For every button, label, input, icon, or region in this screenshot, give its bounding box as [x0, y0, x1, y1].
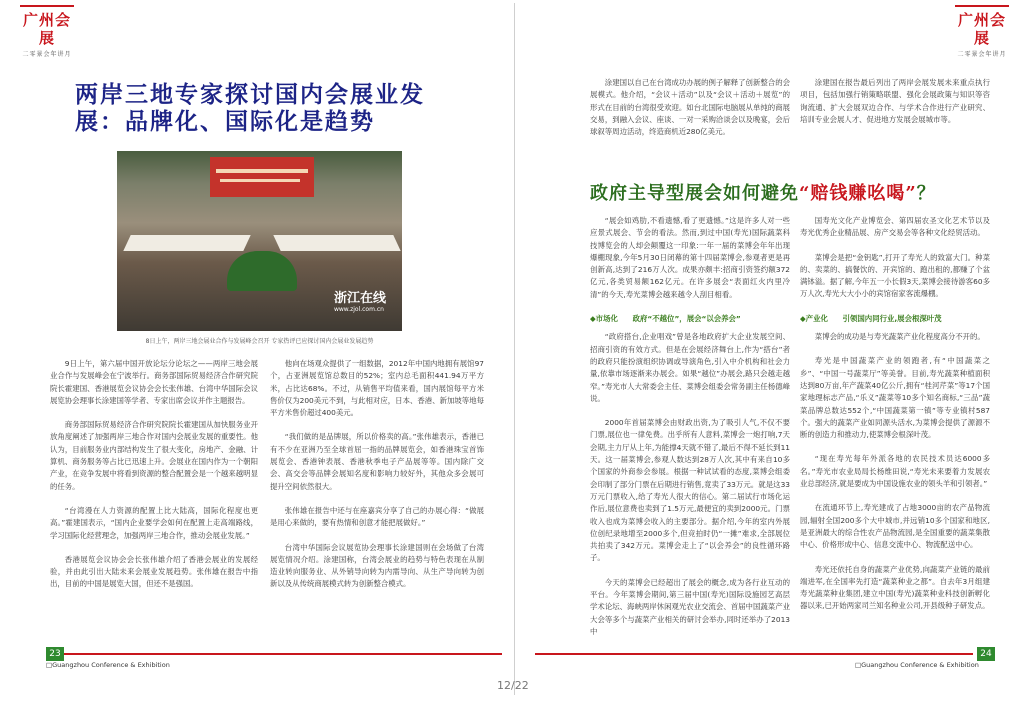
- right-top-column-2: [800, 77, 990, 138]
- article-title: 两岸三地专家探讨国内会展业发展：品牌化、国际化是趋势: [75, 81, 425, 135]
- magazine-spread: [12, 3, 1018, 695]
- paragraph: 香港展览会议协会会长张伟雄介绍了香港会展业的发展经验，并由此引出大陆未来会展业发展趋势。张伟雄在报告中指出，目前的中国是展览大国，但还不是强国。: [50, 554, 258, 589]
- paragraph: 涂建国以自己在台湾成功办展的例子解释了创新整合的会展模式。他介绍，“会议＋活动”以及“会议＋活动＋展览”的形式在目前的台湾很受欢迎。如台北国际电脑展从单纯的商展交易，到融入会议、座谈、一对一采购洽谈会以及晚宴，会后球叙等周边活动，终造商机近280亿美元。: [590, 78, 790, 137]
- page-number-left: 23: [46, 647, 64, 661]
- paragraph: 台湾中华国际会议展览协会理事长涂建国则在会场做了台湾展览情况介绍。涂建国称，台湾会展业的趋势与特色表现在从制造业转向服务业、从外销导向转为内需导向、从生产导向转为创新以及从传统商展模式转为创新整合模式。: [270, 542, 484, 589]
- paragraph: 涂建国在报告最后列出了两岸会展发展未来重点执行项目，包括加强行销策略联盟、强化会展政策与知识等咨询流通、扩大会展双边合作、与学术合作进行产业研究、培训专业会展人才、促进地方发展会展城市等。: [800, 78, 990, 124]
- paragraph: 9日上午，第六届中国开放论坛分论坛之——两岸三地会展业合作与发展峰会在宁波举行。商务部国际贸易经济合作研究院院长霍建国、香港展览会议协会会长张伟雄、台湾中华国际会议展览协会理事长涂建国等学者、专家出席会议并作主题报告。: [50, 359, 258, 405]
- paragraph: “我们做的是品牌展，所以价格卖的高。”张伟雄表示，香港已有不少在亚洲乃至全球首屈一指的品牌展览会，如香港珠宝首饰展览会、香港钟表展、香港秋季电子产品展等等。国内除广交会、高交会等品牌会展知名度和影响力较好外，其他众多会展可提升空间依然很大。: [270, 432, 484, 491]
- stage-screen: [210, 157, 314, 197]
- left-column-2: [270, 358, 484, 603]
- paragraph: 商务部国际贸易经济合作研究院院长霍建国从加快服务业开放角度阐述了加强两岸三地合作对国内会展业发展的重要性。他认为，目前服务业内部结构发生了很大变化，房地产、金融、计算机、商务服务等占比已迅速上升。会展业在国内作为一个朝阳产业，在竞争发展中将看到资源的整合配置会是一个越来越明显的任务。: [50, 420, 258, 491]
- paragraph: 寿光还依托自身的蔬菜产业优势,向蔬菜产业链的最前端进军,在全国率先打造“蔬菜种业之都”。自去年3月组建寿光蔬菜种业集团,建立中国(寿光)蔬菜种业科技创新孵化器以来,已开始两家司兰知名种业公司,开县级种子研发点。: [800, 564, 990, 611]
- logo-subtitle: 二零景会年讲月: [957, 51, 1007, 58]
- footer-rule: [64, 653, 502, 655]
- logo-subtitle: 二零景会年讲月: [22, 51, 72, 58]
- viewer-page-indicator: 12/22: [497, 679, 529, 692]
- photo-caption: 8日上午，两岸三地会展业合作与发展峰会召开 专家热评已应探讨国内会展业发展趋势: [145, 338, 374, 345]
- footer-rule: [535, 653, 973, 655]
- conference-photo: [117, 151, 402, 331]
- paragraph: 张伟雄在报告中还与在座嘉宾分享了自己的办展心得：“做展是用心来做的，要有热情和创意才能把展做好。”: [270, 505, 484, 528]
- right-column-1: [590, 215, 790, 650]
- paragraph: 菜博会的成功是与寿光蔬菜产业化程度高分不开的。: [814, 332, 985, 342]
- right-column-2: [800, 215, 990, 625]
- paragraph: 菜博会是把“金钥匙”,打开了寿光人的致富大门。种菜的、卖菜的、搞餐饮的、开宾馆的、跑出租的,都赚了个盆满钵溢。据了解,今年五一小长假3天,菜博会接待游客60多万人次,寿光大大小小的宾馆宿家客流爆棚。: [800, 252, 990, 299]
- right-page: [515, 3, 1018, 695]
- logo-text: 广州会展: [20, 5, 74, 47]
- paragraph: 今天的菜博会已经超出了展会的概念,成为各行业互动的平台。今年菜博会期间,第三届中国(寿光)国际设施园艺高层学术论坛、海峡两岸休闲观光农业交流会、首届中国蔬菜产业大会等多个与蔬菜产业相关的研讨会举办,同时还举办了2013中: [590, 577, 790, 636]
- paragraph: 他向在场观众提供了一组数据，2012年中国内地拥有展馆97个，占亚洲展览馆总数目的52%；室内总毛面积441.94万平方米，占比达68%。不过，从销售平均值来看，国内展馆每平方米售价仅为200美元不到，与此相对应，日本、香港、新加坡等地每平方米售价超过400美元。: [270, 359, 484, 418]
- right-top-column-1: [590, 77, 790, 150]
- paragraph: “政府搭台,企业唱戏”曾是各地政府扩大企业发展空间、招商引资的有效方式。但是在会展经济舞台上,作为“搭台”者的政府只能扮演组织协调或导演角色,引入中介机构和社会力量,依靠市场逐渐来办展会。如果“越位”办展会,路只会越走越窄。”寿光市人大常委会主任、菜博会组委会常务副主任杨德峰说。: [590, 332, 790, 403]
- magazine-logo: [955, 5, 1009, 58]
- magazine-logo: [20, 5, 74, 58]
- title-highlight: “赔钱赚吆喝”: [799, 183, 917, 204]
- paragraph: “展会如鸡肋,不看遗憾,看了更遗憾。”这是许多人对一些应景式展会、节会的看法。然而,到过中国(寿光)国际蔬菜科技博览会的人却会颠覆这一印象:一年一届的菜博会年年出现爆棚现象,今年5月30日闭幕的第十四届菜博会,参观者更是再创新高,达到了216万人次。成果亦颇丰:招商引资签约额372亿元,各类贸易额162亿元。在许多展会“表面红火内里冷清”的今天,寿光菜博会越来越令人刮目相看。: [590, 216, 790, 299]
- left-column-1: [50, 358, 258, 603]
- footer-text-left: □Guangzhou Conference & Exhibition: [46, 661, 170, 669]
- footer-text-right: □Guangzhou Conference & Exhibition: [855, 661, 979, 669]
- paragraph: “现在寿光每年外派各地的农民技术员达6000多名。”寿光市农业局局长杨维田说,“寿光未来要着力发展农业总部经济,就是要成为中国设施农业的领头羊和引领者。”: [800, 454, 990, 489]
- section-heading: ◆产业化 引领国内同行业,展会根深叶茂: [800, 313, 942, 323]
- paragraph: 寿光是中国蔬菜产业的领跑者,有“中国蔬菜之乡”、“中国一号蔬菜厅”等美誉。目前,寿光蔬菜种植面积达到80万亩,年产蔬菜40亿公斤,拥有“桂河芹菜”等17个国家地理标志产品,“乐义”蔬菜等10多个知名商标,“三品”蔬菜品牌总数达552个,“中国蔬菜第一镇”等专业镇村587个。强大的蔬菜产业如同源头活水,为菜博会提供了源源不断的创造力和推动力,使菜博会根深叶茂。: [800, 356, 990, 440]
- page-number-right: 24: [977, 647, 995, 661]
- paragraph: 在流通环节上,寿光建成了占地3000亩的农产品物流园,辐射全国200多个大中城市,并远销10多个国家和地区,是亚洲最大的综合性农产品物流园,是全国重要的蔬菜集散中心、价格形成中心、信息交流中心、物流配送中心。: [800, 503, 990, 550]
- section-title: 政府主导型展会如何避免“赔钱赚吆喝”？: [590, 183, 936, 204]
- paragraph: 国寿光文化产业博览会、第四届农圣文化艺术节以及寿光优秀企业精品展、房产交易会等各种文化经贸活动。: [800, 216, 990, 238]
- section-heading: ◆市场化 政府“不越位”，展会“以会养会”: [590, 314, 741, 324]
- logo-text: 广州会展: [955, 5, 1009, 47]
- photo-watermark: 浙江在线 www.zjol.com.cn: [333, 291, 386, 313]
- paragraph: 2000年首届菜博会由财政出资,为了吸引人气,不仅不要门票,展位也一律免费。出乎所有人意料,菜博会一炮打响,7天会期,主力厅从上年,为能撑4天就不错了,最后不得不延长到11天。这一届菜博会,参观人数达到28万人次,其中有来自10多个国家的外商参会参展。根据一种试试看的态度,菜博会组委会印制了部分门票在后期进行销售,竟卖了33万元。就是这33万元门票收入,给了寿光人很大的信心。第二届试行市场化运作后,展位意费也卖到了1.5万元,最便宜的卖到2000元。门票收入也成为菜博会收入的主要部分。据介绍,今年的室内外展位创纪录地增至2000多个,但竞拍时仍“一摊”难求,全部展位共拍卖了342万元。菜博会走上了“以会养会”的良性循环路子。: [590, 418, 790, 563]
- left-page: [12, 3, 515, 695]
- paragraph: “台湾漫在人力资源的配置上比大陆高，国际化程度也更高。”霍建国表示，“国内企业要学会如何在配置上走高端路线，学习国际化经营理念，加强两岸三地合作，推动会展业发展。”: [50, 505, 258, 540]
